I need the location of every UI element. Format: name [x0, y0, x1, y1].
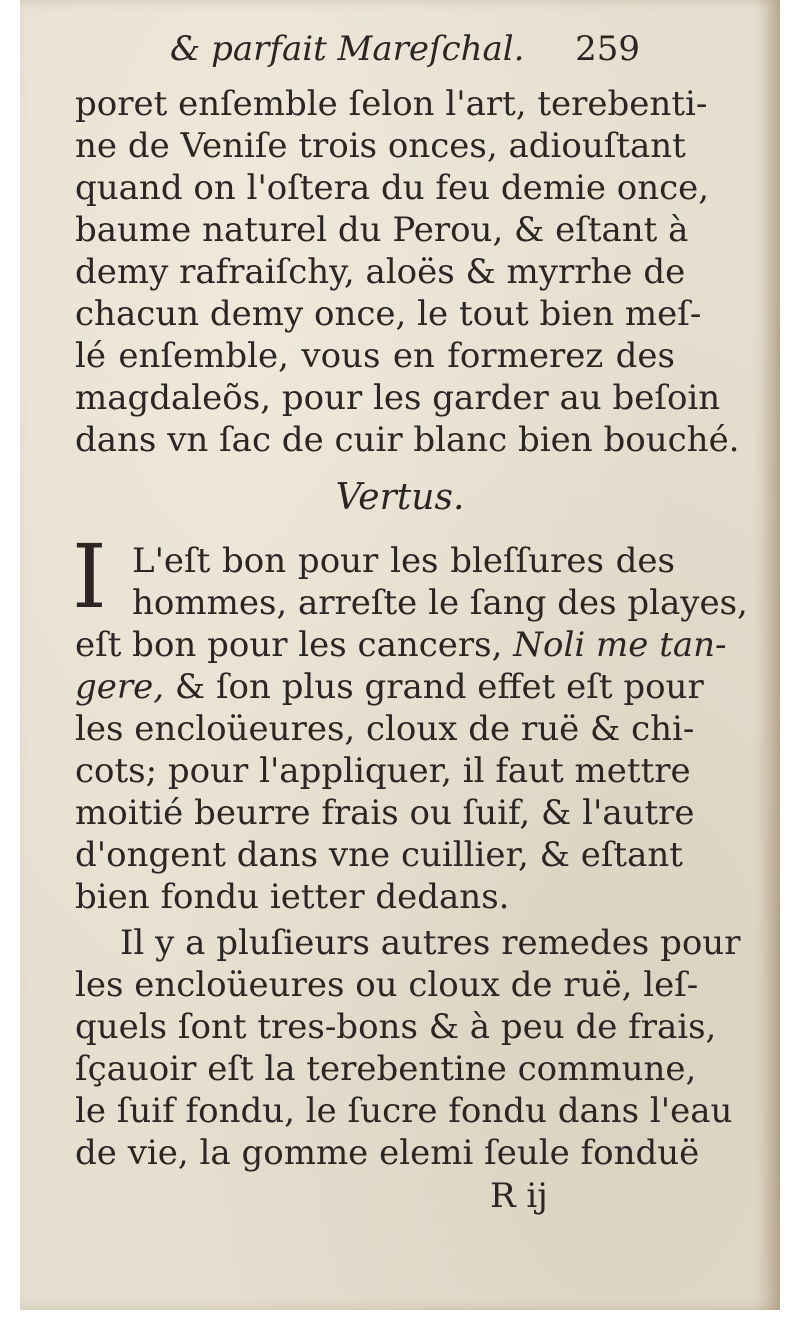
text-line: dans vn ſac de cuir blanc bien bouché.: [75, 420, 740, 460]
text-line: L'eſt bon pour les bleſſures des: [132, 541, 675, 581]
page-number: 259: [575, 29, 640, 69]
text-line: Il y a pluſieurs autres remedes pour: [120, 923, 741, 963]
text-line: poret enſemble ſelon l'art, terebenti-: [75, 84, 708, 124]
text-line: [75, 624, 727, 666]
text-line: le ſuif fondu, le ſucre fondu dans l'eau: [75, 1091, 733, 1131]
running-head-title: & parfait Mareſchal.: [170, 29, 525, 69]
text-line: de vie, la gomme elemi ſeule fonduë: [75, 1133, 700, 1173]
text-line: demy rafraiſchy, aloës & myrrhe de: [75, 252, 686, 292]
text-line: d'ongent dans vne cuillier, & eſtant: [75, 835, 683, 875]
drop-cap: I: [72, 525, 107, 628]
text-line: les encloüeures ou cloux de ruë, leſ-: [75, 965, 699, 1005]
text-line: bien fondu ietter dedans.: [75, 877, 510, 917]
latin-phrase: Noli me tan-: [513, 625, 727, 665]
signature-mark: R ij: [490, 1176, 548, 1216]
text-line: [75, 666, 704, 708]
text-line: chacun demy once, le tout bien meſ-: [75, 294, 702, 334]
text-line: les encloüeures, cloux de ruë & chi-: [75, 709, 695, 749]
text-line: ne de Veniſe trois onces, adiouſtant: [75, 126, 686, 166]
text-line: hommes, arreſte le ſang des playes,: [132, 583, 748, 623]
text-line: lé enſemble, vous en formerez des: [75, 336, 675, 376]
text-line: magdaleõs, pour les garder au beſoin: [75, 378, 721, 418]
text-roman: & ſon plus grand effet eſt pour: [174, 667, 704, 707]
text-roman: eſt bon pour les cancers,: [75, 625, 503, 665]
text-line: moitié beurre frais ou ſuif, & l'autre: [75, 793, 695, 833]
text-line: quels ſont tres-bons & à peu de frais,: [75, 1007, 717, 1047]
section-heading: Vertus.: [335, 477, 465, 518]
text-block: [20, 0, 780, 1310]
text-line: baume naturel du Perou, & eſtant à: [75, 210, 689, 250]
latin-phrase: gere,: [75, 667, 165, 707]
text-line: ſçauoir eſt la terebentine commune,: [75, 1049, 697, 1089]
text-line: cots; pour l'appliquer, il faut mettre: [75, 751, 691, 791]
text-line: quand on l'oſtera du feu demie once,: [75, 168, 710, 208]
book-page: [20, 0, 780, 1310]
